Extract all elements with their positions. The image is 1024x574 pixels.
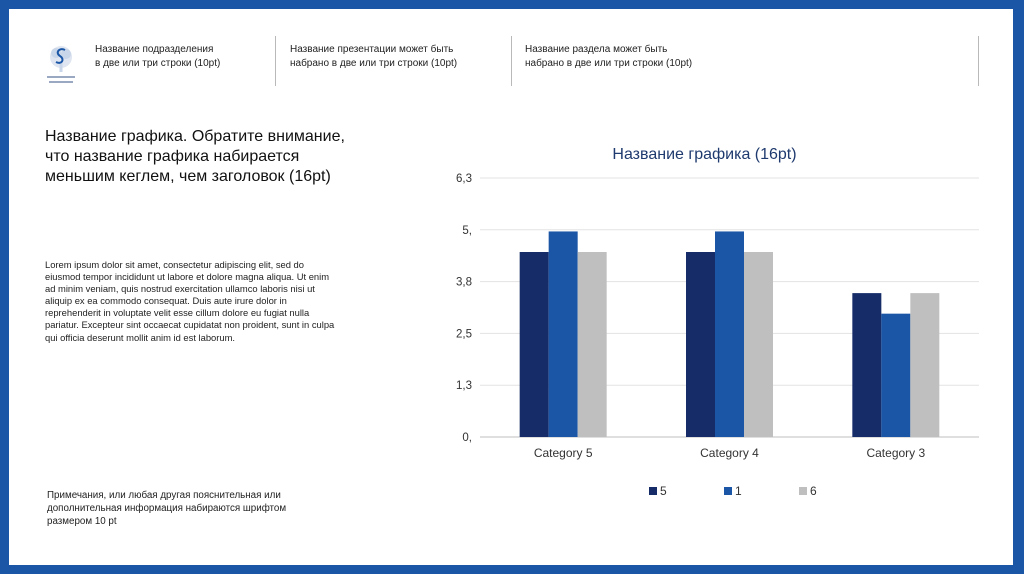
y-tick-label: 3,8 bbox=[456, 276, 472, 289]
y-tick-label: 2,5 bbox=[456, 328, 472, 341]
bar bbox=[578, 252, 607, 437]
legend-swatch bbox=[649, 487, 657, 495]
chart-title: Название графика (16pt) bbox=[612, 146, 797, 163]
header-divider bbox=[275, 36, 276, 86]
legend-label: 6 bbox=[810, 484, 817, 498]
x-tick-label: Category 5 bbox=[533, 446, 593, 460]
bar bbox=[852, 293, 881, 437]
x-tick-label: Category 4 bbox=[700, 446, 759, 460]
y-tick-label: 6,3 bbox=[456, 173, 472, 185]
header-divider bbox=[978, 36, 979, 86]
bar bbox=[881, 314, 910, 437]
notes-text: Примечания, или любая другая пояснительная или дополнительная информация набираются шрифтом размером 10 pt bbox=[47, 490, 287, 527]
header-divider bbox=[511, 36, 512, 86]
bar bbox=[686, 252, 715, 437]
y-tick-label: 5, bbox=[462, 224, 472, 237]
slide-title: Название графика. Обратите внимание, что название графика набирается меньшим кеглем, чем заголовок (16pt) bbox=[45, 128, 345, 185]
legend-swatch bbox=[799, 487, 807, 495]
bar-chart bbox=[429, 139, 999, 519]
bar bbox=[520, 252, 549, 437]
university-logo-icon bbox=[43, 43, 79, 89]
y-tick-label: 0, bbox=[462, 432, 472, 444]
bar bbox=[744, 252, 773, 437]
body-text: Lorem ipsum dolor sit amet, consectetur adipiscing elit, sed do eiusmod tempor incididunt ut labore et dolore magna aliqua. Ut enim ad minim veniam, quis nostrud exercitation ullamco laboris nisi ut aliquip ex ea commodo consequat. Duis aute irure dolor in reprehenderit in voluptate velit esse cillum dolore eu fugiat nulla pariatur. Excepteur sint occaecat cupidatat non proident, sunt in culpa qui officia deserunt mollit anim id est laborum. bbox=[45, 259, 335, 343]
slide bbox=[9, 9, 1013, 565]
legend-label: 5 bbox=[660, 484, 667, 498]
header-section: Название раздела может быть набрано в две или три строки (10pt) bbox=[525, 44, 693, 69]
header-department: Название подразделения в две или три строки (10pt) bbox=[95, 44, 221, 69]
bar bbox=[910, 293, 939, 437]
bar bbox=[715, 231, 744, 437]
x-tick-label: Category 3 bbox=[866, 446, 926, 460]
bar bbox=[549, 231, 578, 437]
legend-label: 1 bbox=[735, 484, 742, 498]
header-presentation: Название презентации может быть набрано в две или три строки (10pt) bbox=[290, 44, 458, 69]
y-tick-label: 1,3 bbox=[456, 380, 472, 393]
legend-swatch bbox=[724, 487, 732, 495]
